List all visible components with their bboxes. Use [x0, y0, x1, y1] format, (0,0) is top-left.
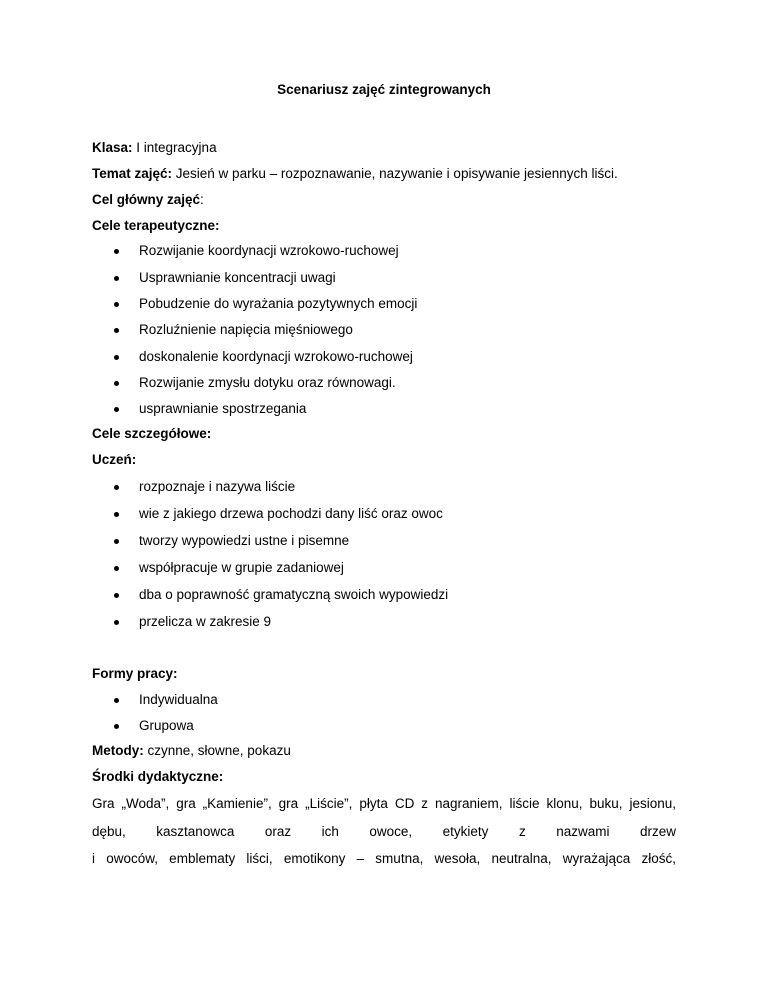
bullet-icon	[114, 328, 119, 333]
srodki-line: i owoców, emblematy liści, emotikony – smutna, wesoła, neutralna, wyrażająca złość,	[92, 851, 676, 866]
srodki-heading: Środki dydaktyczne:	[92, 769, 224, 784]
bullet-icon	[114, 485, 119, 490]
klasa-value: I integracyjna	[132, 140, 217, 155]
klasa-line	[92, 139, 217, 157]
bullet-icon	[114, 512, 119, 517]
bullet-icon	[114, 566, 119, 571]
klasa-label: Klasa:	[92, 140, 133, 155]
document-title: Scenariusz zajęć zintegrowanych	[277, 82, 491, 97]
bullet-icon	[114, 249, 119, 254]
temat-value: Jesień w parku – rozpoznawanie, nazywanie i opisywanie jesiennych liści.	[172, 166, 618, 181]
bullet-icon	[114, 698, 119, 703]
metody-value: czynne, słowne, pokazu	[143, 743, 291, 758]
cel-glowny-label: Cel główny zajęć	[92, 192, 201, 207]
bullet-icon	[114, 593, 119, 598]
bullet-icon	[114, 620, 119, 625]
bullet-icon	[114, 407, 119, 412]
metody-line	[92, 742, 291, 760]
bullet-icon	[114, 276, 119, 281]
bullet-icon	[114, 355, 119, 360]
cele-szczegolowe-heading: Cele szczegółowe:	[92, 426, 212, 441]
formy-heading: Formy pracy:	[92, 666, 178, 681]
cel-glowny-line	[92, 191, 204, 209]
temat-label: Temat zajęć:	[92, 166, 173, 181]
cele-terapeutyczne-heading: Cele terapeutyczne:	[92, 218, 220, 233]
temat-line	[92, 165, 618, 183]
bullet-icon	[114, 724, 119, 729]
uczen-heading: Uczeń:	[92, 452, 137, 467]
bullet-icon	[114, 381, 119, 386]
srodki-line: Gra „Woda”, gra „Kamienie”, gra „Liście”, płyta CD z nagraniem, liście klonu, buku, jesionu,	[92, 796, 676, 811]
metody-label: Metody:	[92, 743, 144, 758]
bullet-icon	[114, 302, 119, 307]
cel-glowny-colon: :	[200, 192, 204, 207]
bullet-icon	[114, 539, 119, 544]
srodki-line: dębu, kasztanowca oraz ich owoce, etykiety z nazwami drzew	[92, 824, 676, 839]
